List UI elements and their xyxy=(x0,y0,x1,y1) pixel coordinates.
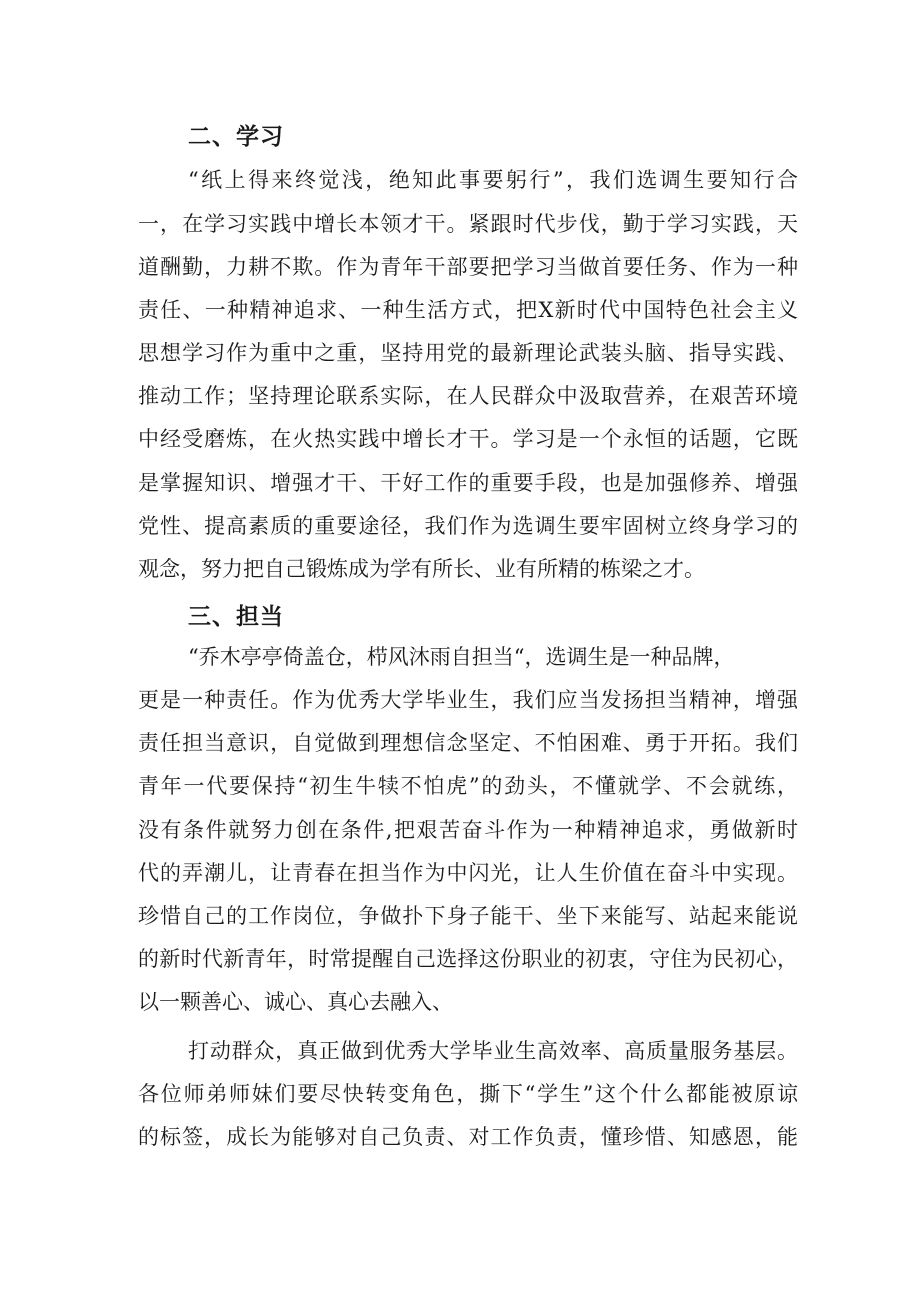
paragraph-line: 珍惜自己的工作岗位，争做扑下身子能干、坐下来能写、站起来能说 xyxy=(138,904,798,928)
paragraph-line: 的标签，成长为能够对自己负责、对工作负责，懂珍惜、知感恩，能 xyxy=(138,1125,798,1149)
paragraph-line: 推动工作；坚持理论联系实际，在人民群众中汲取营养，在艰苦环境 xyxy=(138,384,798,408)
section-heading-study: 二、学习 xyxy=(188,124,284,150)
paragraph-line: 观念，努力把自己锻炼成为学有所长、业有所精的栋梁之才。 xyxy=(138,557,705,581)
paragraph-line: 道酬勤，力耕不欺。作为青年干部要把学习当做首要任务、作为一种 xyxy=(138,255,798,279)
paragraph-line: 各位师弟师妹们要尽快转变角色，撕下“学生”这个什么都能被原谅 xyxy=(138,1082,798,1106)
paragraph-line: 的新时代新青年，时常提醒自己选择这份职业的初衷，守住为民初心， xyxy=(138,947,798,971)
section-heading-responsibility: 三、担当 xyxy=(188,604,284,630)
paragraph-line: 党性、提高素质的重要途径，我们作为选调生要牢固树立终身学习的 xyxy=(138,514,798,538)
paragraph-line: 以一颗善心、诚心、真心去融入、 xyxy=(138,990,453,1014)
paragraph-line: 更是一种责任。作为优秀大学毕业生，我们应当发扬担当精神，增强 xyxy=(138,688,798,712)
paragraph-line: 是掌握知识、增强才干、干好工作的重要手段，也是加强修养、增强 xyxy=(138,471,798,495)
paragraph-line: “乔木亭亭倚盖仓，栉风沐雨自担当“，选调生是一种品牌， xyxy=(188,645,735,669)
paragraph-line: 没有条件就努力创在条件,把艰苦奋斗作为一种精神追求，勇做新时 xyxy=(138,818,798,842)
paragraph-line: 代的弄潮儿，让青春在担当作为中闪光，让人生价值在奋斗中实现。 xyxy=(138,861,798,885)
paragraph-line: 一，在学习实践中增长本领才干。紧跟时代步伐，勤于学习实践，天 xyxy=(138,212,798,236)
paragraph-line: 思想学习作为重中之重，坚持用党的最新理论武装头脑、指导实践、 xyxy=(138,341,798,365)
paragraph-line: 青年一代要保持“初生牛犊不怕虎”的劲头，不懂就学、不会就练， xyxy=(138,774,798,798)
paragraph-line: 责任、一种精神追求、一种生活方式，把X新时代中国特色社会主义 xyxy=(138,298,798,322)
paragraph-line: 责任担当意识，自觉做到理想信念坚定、不怕困难、勇于开拓。我们 xyxy=(138,731,798,755)
paragraph-line: 打动群众，真正做到优秀大学毕业生高效率、高质量服务基层。 xyxy=(188,1039,798,1063)
paragraph-line: “纸上得来终觉浅，绝知此事要躬行”，我们选调生要知行合 xyxy=(188,168,798,192)
paragraph-line: 中经受磨炼，在火热实践中增长才干。学习是一个永恒的话题，它既 xyxy=(138,427,798,451)
